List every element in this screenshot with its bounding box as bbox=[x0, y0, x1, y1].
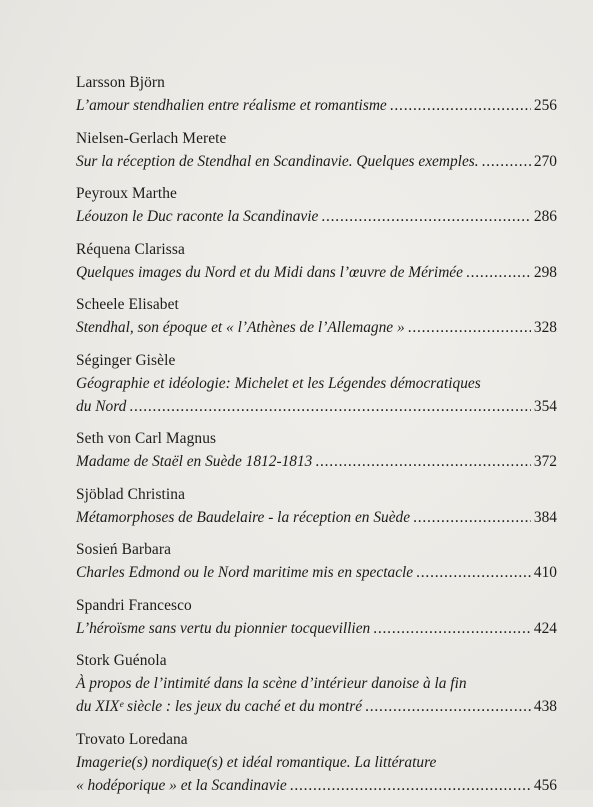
toc-entry bbox=[76, 428, 557, 473]
entry-title-line bbox=[76, 617, 557, 640]
entry-title: Charles Edmond ou le Nord maritime mis en spectacle bbox=[76, 564, 414, 581]
entry-title-line bbox=[76, 94, 557, 117]
entry-title: Madame de Staël en Suède 1812-1813 bbox=[76, 453, 313, 470]
entry-author: Stork Guénola bbox=[76, 652, 167, 669]
entry-title-line bbox=[76, 205, 557, 228]
dot-leader bbox=[390, 94, 531, 117]
dot-leader bbox=[466, 261, 531, 284]
entry-page-number: 438 bbox=[533, 698, 557, 715]
entry-author: Larsson Björn bbox=[76, 74, 165, 91]
entry-page-number: 270 bbox=[533, 152, 557, 170]
entry-author: Seth von Carl Magnus bbox=[76, 430, 217, 447]
entry-page-number: 354 bbox=[533, 397, 557, 415]
dot-leader bbox=[321, 205, 531, 228]
entry-title-line bbox=[76, 395, 557, 418]
toc-entry bbox=[76, 539, 557, 584]
entry-title-first-line: Géographie et idéologie: Michelet et les Légendes démocratiques bbox=[76, 374, 481, 392]
dot-leader bbox=[482, 150, 531, 173]
entry-title-line bbox=[76, 450, 557, 473]
dot-leader bbox=[416, 561, 531, 584]
toc-entry bbox=[76, 239, 557, 284]
dot-leader bbox=[373, 617, 531, 640]
toc-entry bbox=[76, 595, 557, 640]
entry-author: Nielsen-Gerlach Merete bbox=[76, 129, 227, 147]
dot-leader bbox=[129, 395, 531, 418]
entry-title-line bbox=[76, 561, 557, 584]
entry-author: Sjöblad Christina bbox=[76, 485, 186, 503]
entry-title-line bbox=[76, 774, 557, 797]
entry-title: du Nord bbox=[76, 397, 127, 415]
entry-title-first-line: Imagerie(s) nordique(s) et idéal romantique. La littérature bbox=[76, 753, 437, 771]
entry-page-number: 256 bbox=[533, 97, 557, 114]
toc-entry bbox=[76, 294, 557, 339]
entry-title: du XIXᵉ siècle : les jeux du caché et du montré bbox=[76, 698, 363, 715]
entry-title: « hodéporique » et la Scandinavie bbox=[76, 776, 287, 794]
entry-page-number: 372 bbox=[533, 453, 557, 470]
entry-title: Stendhal, son époque et « l’Athènes de l’Allemagne » bbox=[76, 319, 405, 336]
entry-author: Scheele Elisabet bbox=[76, 296, 179, 313]
entry-page-number: 456 bbox=[533, 776, 557, 794]
entry-title-first-line: À propos de l’intimité dans la scène d’intérieur danoise à la fin bbox=[76, 675, 467, 692]
toc-entry bbox=[76, 183, 557, 228]
toc-entry bbox=[76, 128, 557, 173]
entry-page-number: 384 bbox=[533, 508, 557, 526]
entry-author: Séginger Gisèle bbox=[76, 351, 176, 369]
entry-title: Sur la réception de Stendhal en Scandinavie. Quelques exemples. bbox=[76, 152, 479, 170]
toc-entry bbox=[76, 484, 557, 529]
table-of-contents bbox=[76, 72, 557, 807]
entry-page-number: 328 bbox=[533, 319, 557, 336]
entry-page-number: 410 bbox=[533, 564, 557, 581]
entry-title-line bbox=[76, 316, 557, 339]
entry-author: Spandri Francesco bbox=[76, 596, 192, 614]
entry-title: Quelques images du Nord et du Midi dans l’œuvre de Mérimée bbox=[76, 263, 463, 281]
dot-leader bbox=[413, 506, 531, 529]
entry-author: Trovato Loredana bbox=[76, 730, 188, 748]
toc-entry bbox=[76, 729, 557, 797]
entry-author: Sosień Barbara bbox=[76, 541, 171, 558]
dot-leader bbox=[365, 695, 531, 718]
entry-page-number: 286 bbox=[533, 208, 557, 225]
entry-page-number: 298 bbox=[533, 263, 557, 281]
entry-title: L’amour stendhalien entre réalisme et romantisme bbox=[76, 97, 387, 114]
toc-entry bbox=[76, 650, 557, 718]
toc-entry bbox=[76, 350, 557, 418]
entry-title-line bbox=[76, 695, 557, 718]
entry-title-line bbox=[76, 261, 557, 284]
entry-title-line bbox=[76, 150, 557, 173]
entry-author: Peyroux Marthe bbox=[76, 185, 177, 202]
entry-title-line bbox=[76, 506, 557, 529]
dot-leader bbox=[315, 450, 531, 473]
dot-leader bbox=[290, 774, 531, 797]
dot-leader bbox=[408, 316, 531, 339]
toc-entry bbox=[76, 72, 557, 117]
entry-page-number: 424 bbox=[533, 619, 557, 637]
entry-author: Réquena Clarissa bbox=[76, 240, 185, 258]
entry-title: Métamorphoses de Baudelaire - la réception en Suède bbox=[76, 508, 411, 526]
entry-title: Léouzon le Duc raconte la Scandinavie bbox=[76, 208, 319, 225]
entry-title: L’héroïsme sans vertu du pionnier tocquevillien bbox=[76, 619, 371, 637]
